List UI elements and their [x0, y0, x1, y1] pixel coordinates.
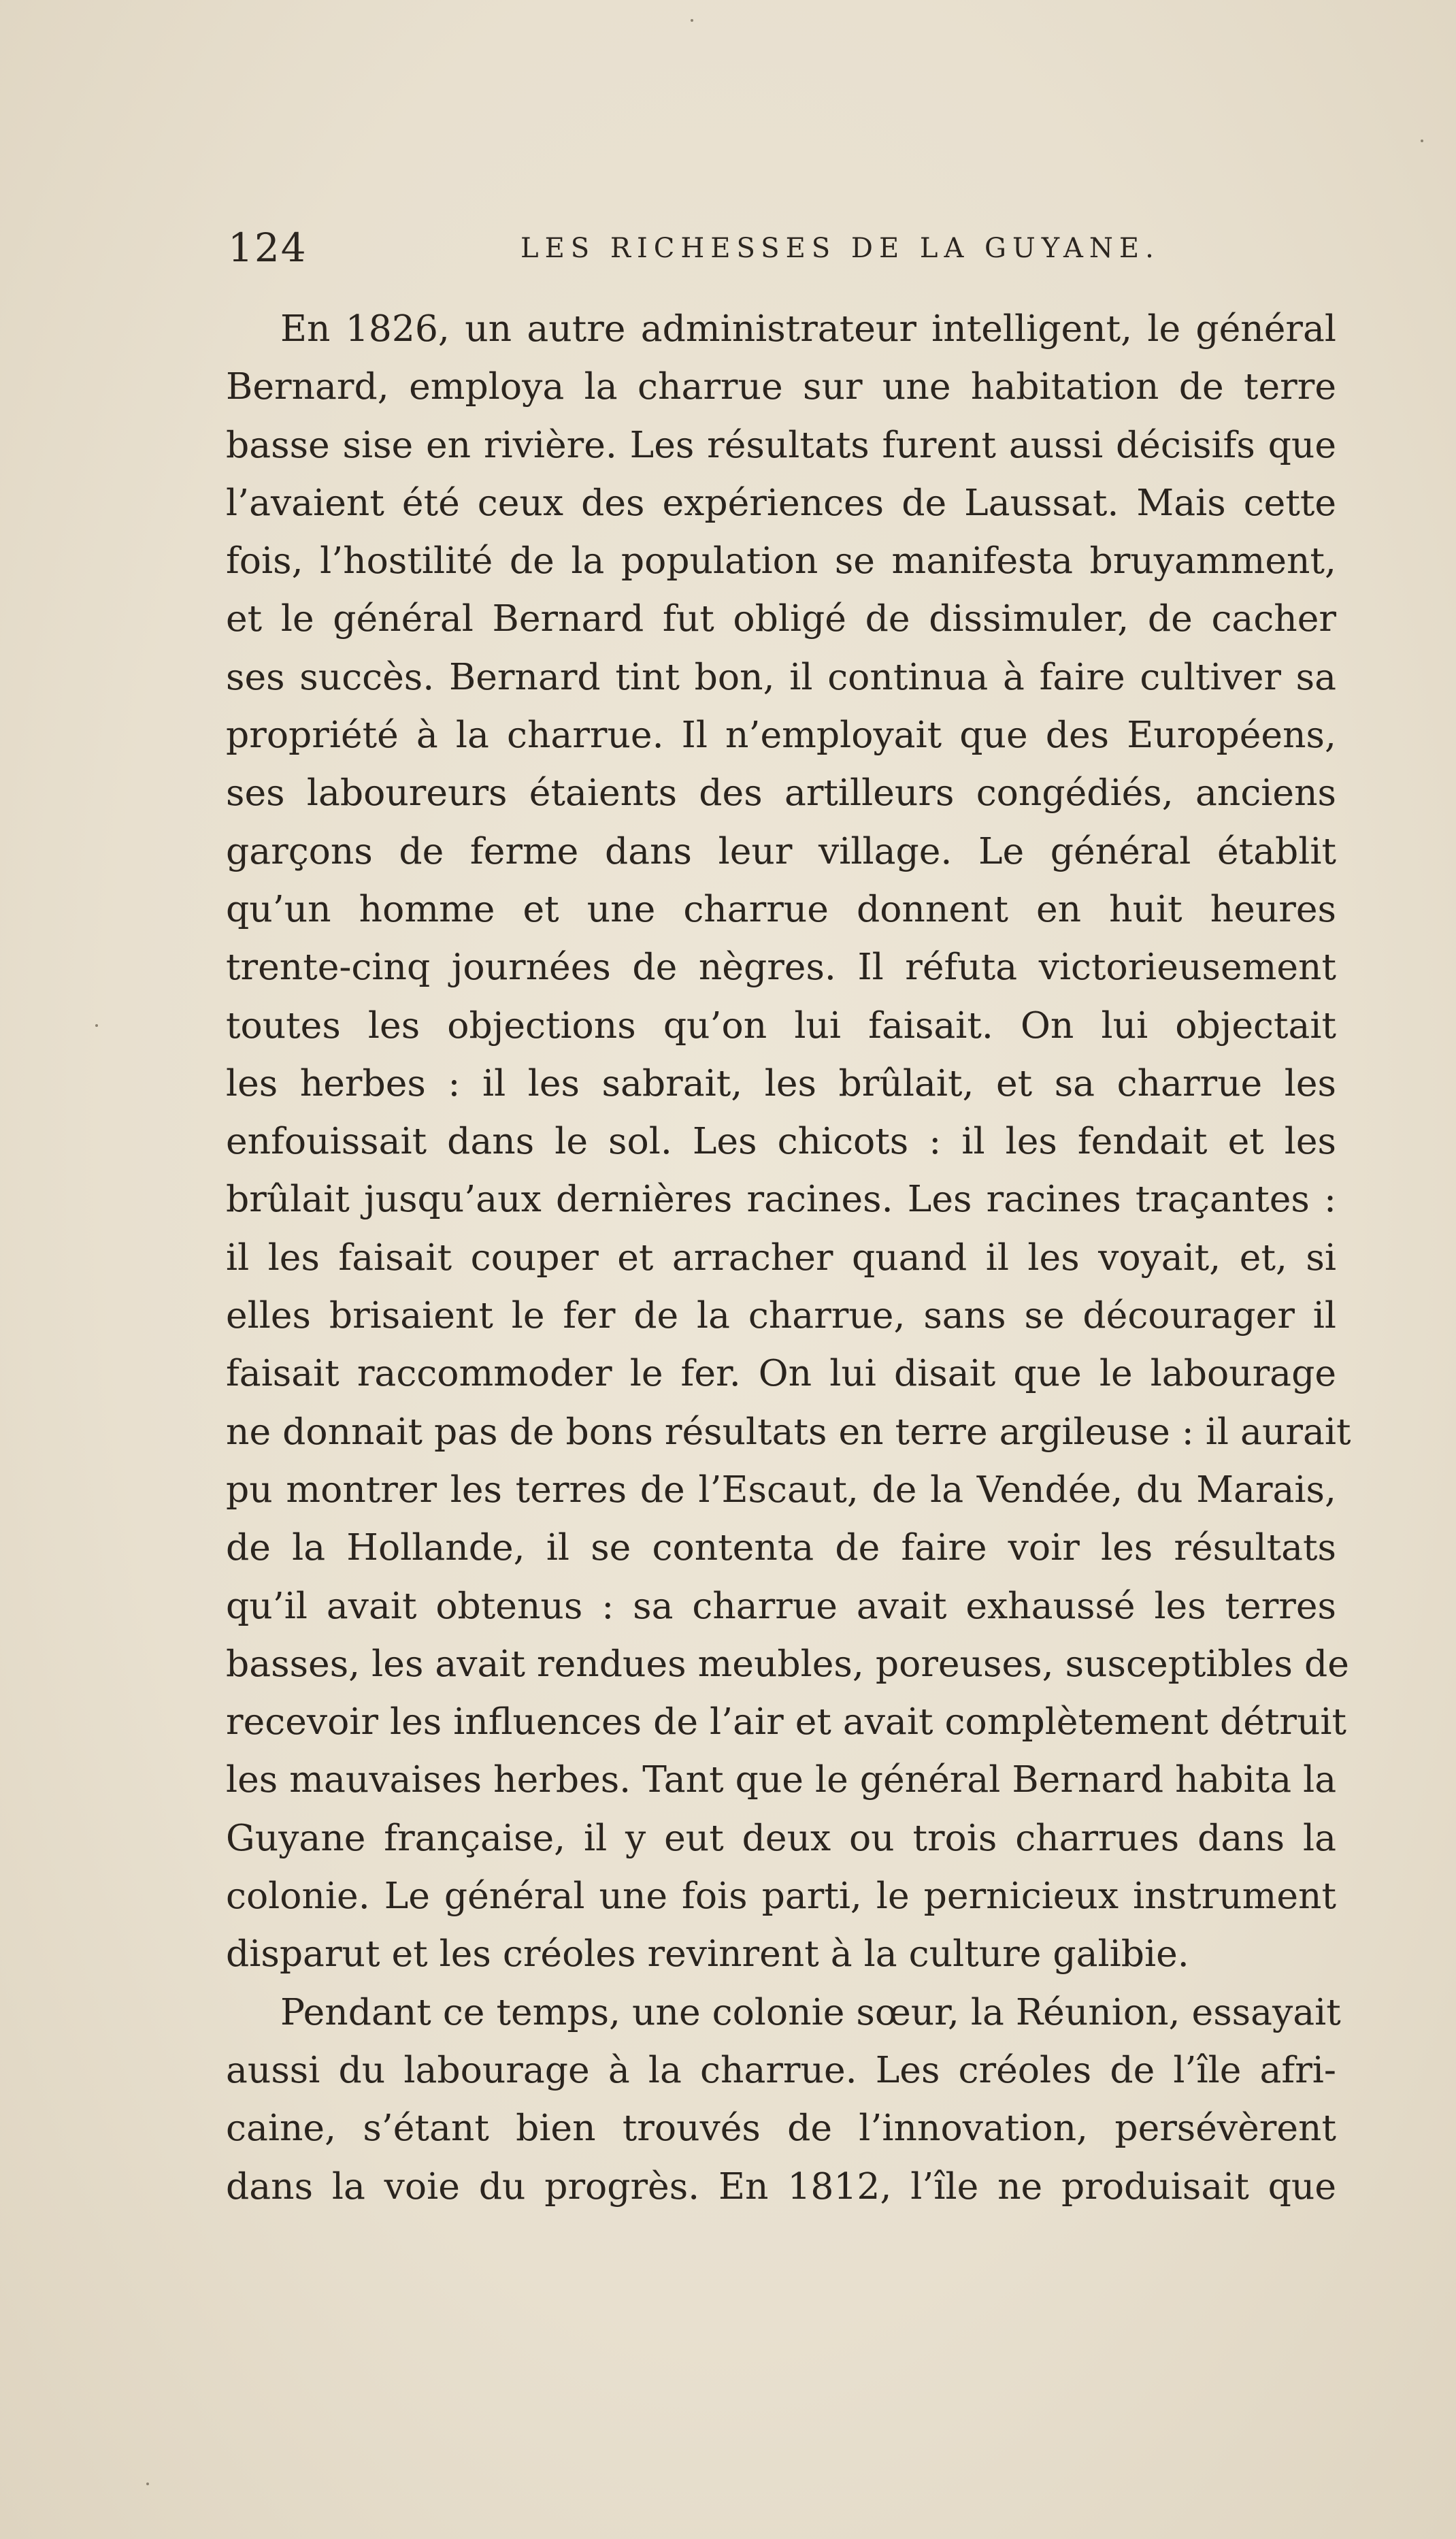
text-line: brûlait jusqu’aux dernières racines. Les racines traçantes : — [226, 1177, 1336, 1221]
text-line: l’avaient été ceux des expériences de Laussat. Mais cette — [226, 480, 1336, 524]
text-line: fois, l’hostilité de la population se manifesta bruyamment, — [226, 539, 1336, 583]
body-text — [226, 299, 1351, 2215]
text-line: pu montrer les terres de l’Escaut, de la Vendée, du Marais, — [226, 1467, 1336, 1511]
text-line: En 1826, un autre administrateur intelligent, le général — [280, 307, 1336, 350]
text-line: propriété à la charrue. Il n’employait que des Européens, — [226, 713, 1336, 757]
paragraph-1 — [226, 299, 1351, 1983]
text-line: toutes les objections qu’on lui faisait. On lui objectait — [226, 1003, 1336, 1047]
text-line: elles brisaient le fer de la charrue, sans se décourager il — [226, 1294, 1336, 1337]
text-line: disparut et les créoles revinrent à la culture galibie. — [226, 1932, 1189, 1976]
paper-speck — [691, 19, 693, 22]
text-line: basse sise en rivière. Les résultats furent aussi décisifs que — [226, 423, 1336, 466]
text-line: il les faisait couper et arracher quand il les voyait, et, si — [226, 1235, 1336, 1279]
page-header — [228, 225, 1337, 279]
text-line: de la Hollande, il se contenta de faire voir les résultats — [226, 1526, 1336, 1569]
text-line: qu’il avait obtenus : sa charrue avait exhaussé les terres — [226, 1584, 1336, 1627]
paper-speck — [146, 2483, 149, 2485]
text-line: faisait raccommoder le fer. On lui disait que le labourage — [226, 1352, 1336, 1395]
running-title: LES RICHESSES DE LA GUYANE. — [520, 233, 1160, 264]
text-line: ses succès. Bernard tint bon, il continua à faire cultiver sa — [226, 655, 1336, 698]
text-line: garçons de ferme dans leur village. Le général établit — [226, 829, 1336, 872]
page-number: 124 — [228, 225, 308, 271]
text-line: ne donnait pas de bons résultats en terre argileuse : il aurait — [226, 1409, 1351, 1453]
text-line: Guyane française, il y eut deux ou trois charrues dans la — [226, 1816, 1336, 1859]
paper-speck — [1421, 140, 1423, 142]
text-line: ses laboureurs étaients des artilleurs congédiés, anciens — [226, 771, 1336, 815]
text-line: et le général Bernard fut obligé de dissimuler, de cacher — [226, 597, 1336, 640]
paragraph-2 — [226, 1983, 1341, 2215]
paper-speck — [95, 1024, 98, 1027]
text-line: colonie. Le général une fois parti, le pernicieux instrument — [226, 1874, 1336, 1918]
text-line: trente-cinq journées de nègres. Il réfuta victorieusement — [226, 945, 1336, 989]
text-line: les herbes : il les sabrait, les brûlait, et sa charrue les — [226, 1061, 1336, 1104]
text-line: qu’un homme et une charrue donnent en huit heures — [226, 887, 1336, 930]
text-line: dans la voie du progrès. En 1812, l’île ne produisait que — [226, 2164, 1336, 2208]
text-line: les mauvaises herbes. Tant que le général Bernard habita la — [226, 1758, 1337, 1801]
text-line: Bernard, employa la charrue sur une habitation de terre — [226, 365, 1336, 408]
text-line: enfouissait dans le sol. Les chicots : il les fendait et les — [226, 1119, 1336, 1163]
text-line: aussi du labourage à la charrue. Les créoles de l’île afri- — [226, 2048, 1336, 2091]
text-line: basses, les avait rendues meubles, poreuses, susceptibles de — [226, 1641, 1349, 1685]
text-line: Pendant ce temps, une colonie sœur, la Réunion, essayait — [280, 1990, 1341, 2033]
text-line: recevoir les influences de l’air et avait complètement détruit — [226, 1700, 1347, 1743]
text-line: caine, s’étant bien trouvés de l’innovation, persévèrent — [226, 2106, 1336, 2150]
